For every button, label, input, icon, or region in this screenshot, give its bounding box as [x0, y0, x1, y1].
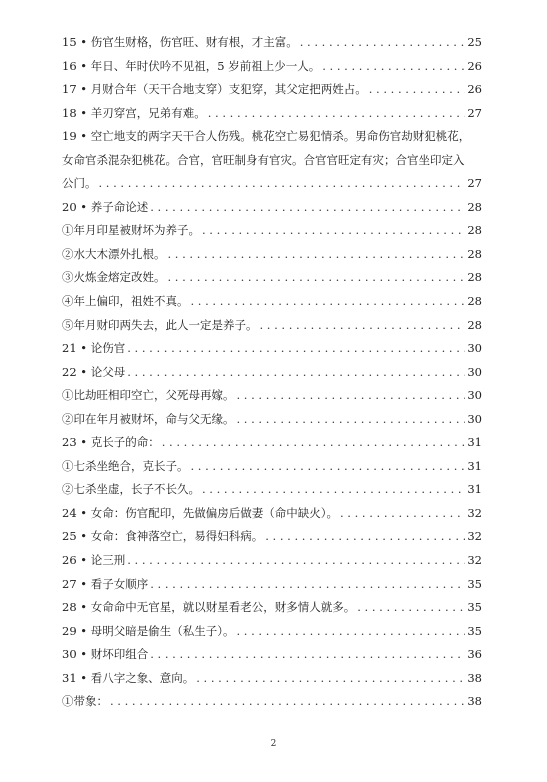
toc-entry-row	[62, 196, 482, 220]
dot-leader	[237, 384, 466, 408]
toc-entry[interactable]	[62, 196, 482, 220]
dot-leader	[369, 78, 466, 102]
toc-entry-row	[62, 337, 482, 361]
toc-entry-title: ⑤年月财印两失去，此人一定是养子。	[62, 317, 258, 332]
toc-entry-row	[62, 408, 482, 432]
toc-entry-page: 28	[467, 199, 482, 214]
toc-entry-row	[62, 384, 482, 408]
toc-entry[interactable]	[62, 549, 482, 573]
dot-leader	[237, 408, 466, 432]
dot-leader	[265, 525, 465, 549]
toc-entry-title: 17 • 月财合年（天干合地支穿）支犯穿，其父定把两姓占。	[62, 82, 367, 97]
toc-entry[interactable]	[62, 219, 482, 243]
toc-entry[interactable]	[62, 431, 482, 455]
toc-entry-row	[62, 502, 482, 526]
toc-entry-title: 公门。	[62, 176, 97, 191]
toc-entry-row	[62, 596, 482, 620]
toc-entry[interactable]	[62, 125, 482, 196]
dot-leader	[168, 266, 466, 290]
toc-entry-row	[62, 431, 482, 455]
table-of-contents	[62, 31, 482, 714]
toc-entry-row	[62, 78, 482, 102]
toc-entry-row	[62, 455, 482, 479]
toc-entry-row	[62, 314, 482, 338]
dot-leader	[196, 667, 465, 691]
toc-entry-line: 女命官杀混杂犯桃花。合官，官旺制身有官灾。合官官旺定有灾；合官坐印定入	[62, 152, 465, 167]
toc-entry-title: 30 • 财坏印组合	[62, 647, 149, 662]
toc-entry-title: 20 • 养子命论述	[62, 199, 149, 214]
toc-entry[interactable]	[62, 31, 482, 55]
toc-entry-title: ②水大木漂外扎根。	[62, 246, 166, 261]
toc-entry[interactable]	[62, 314, 482, 338]
dot-leader	[260, 314, 466, 338]
dot-leader	[110, 690, 465, 714]
toc-entry[interactable]	[62, 478, 482, 502]
toc-entry-row	[62, 573, 482, 597]
toc-entry-title: 21 • 论伤官	[62, 341, 126, 356]
dot-leader	[127, 337, 465, 361]
toc-entry-title: 15 • 伤官生财格，伤官旺、财有根，才主富。	[62, 35, 298, 49]
toc-entry-page: 31	[467, 458, 482, 473]
toc-entry[interactable]	[62, 408, 482, 432]
toc-entry-page: 26	[467, 58, 482, 73]
dot-leader	[150, 643, 465, 667]
toc-entry-page: 30	[467, 364, 482, 379]
toc-entry-page: 26	[467, 82, 482, 97]
toc-entry-page: 32	[467, 553, 482, 568]
dot-leader	[322, 55, 465, 79]
toc-entry-page: 35	[467, 576, 482, 591]
toc-entry-row	[62, 219, 482, 243]
toc-entry-page: 31	[467, 435, 482, 450]
toc-entry-title: 28 • 女命命中无官星，就以财星看老公，财多情人就多。	[62, 600, 356, 615]
toc-entry-page: 28	[467, 246, 482, 261]
toc-entry-page: 32	[467, 505, 482, 520]
toc-entry-row	[62, 620, 482, 644]
toc-entry[interactable]	[62, 384, 482, 408]
dot-leader	[150, 196, 465, 220]
toc-entry-title: ②印在年月被财坏，命与父无缘。	[62, 411, 235, 426]
toc-entry[interactable]	[62, 690, 482, 714]
dot-leader	[236, 620, 465, 644]
toc-entry[interactable]	[62, 290, 482, 314]
dot-leader	[191, 290, 466, 314]
dot-leader	[202, 219, 465, 243]
toc-entry[interactable]	[62, 55, 482, 79]
toc-entry[interactable]	[62, 502, 482, 526]
toc-entry-row	[62, 31, 482, 55]
dot-leader	[168, 243, 466, 267]
toc-entry-page: 28	[467, 270, 482, 285]
dot-leader	[150, 573, 465, 597]
toc-entry[interactable]	[62, 361, 482, 385]
toc-entry-page: 27	[467, 105, 482, 120]
toc-entry-page: 38	[467, 670, 482, 685]
toc-entry-row	[62, 361, 482, 385]
toc-entry-row	[62, 690, 482, 714]
toc-entry-row	[62, 266, 482, 290]
toc-entry-row	[62, 667, 482, 691]
toc-entry-page: 35	[467, 600, 482, 615]
toc-entry-title: 27 • 看子女顺序	[62, 576, 149, 591]
toc-entry-page: 27	[467, 176, 482, 191]
toc-entry-row	[62, 478, 482, 502]
toc-entry[interactable]	[62, 102, 482, 126]
toc-entry-title: 24 • 女命：伤官配印，先做偏房后做妻（命中缺火）。	[62, 505, 338, 520]
toc-entry-row	[62, 290, 482, 314]
toc-entry-page: 36	[467, 647, 482, 662]
toc-entry-page: 38	[467, 694, 482, 709]
toc-entry-page: 31	[467, 482, 482, 497]
toc-entry-row	[62, 55, 482, 79]
toc-entry[interactable]	[62, 667, 482, 691]
toc-entry-title: ①带象：	[62, 694, 108, 709]
toc-entry-title: 23 • 克长子的命：	[62, 435, 160, 450]
toc-entry[interactable]	[62, 455, 482, 479]
toc-entry[interactable]	[62, 525, 482, 549]
toc-entry[interactable]	[62, 266, 482, 290]
toc-entry-page: 28	[467, 294, 482, 309]
toc-entry-row	[62, 525, 482, 549]
toc-entry-row	[62, 243, 482, 267]
dot-leader	[127, 549, 465, 573]
dot-leader	[99, 172, 466, 196]
toc-entry-title: 29 • 母明父暗是偷生（私生子）。	[62, 623, 235, 638]
toc-entry[interactable]	[62, 337, 482, 361]
dot-leader	[191, 455, 466, 479]
toc-entry-title: 31 • 看八字之象、意向。	[62, 670, 195, 685]
dot-leader	[357, 596, 465, 620]
toc-entry-title: ①年月印星被财坏为养子。	[62, 223, 200, 238]
toc-entry-row	[62, 643, 482, 667]
toc-entry-page: 30	[467, 411, 482, 426]
toc-entry-page: 28	[467, 317, 482, 332]
dot-leader	[127, 361, 465, 385]
toc-entry-row	[62, 172, 482, 196]
toc-entry-title: ④年上偏印，祖姓不真。	[62, 294, 189, 309]
toc-entry-page: 35	[467, 623, 482, 638]
toc-entry-title: 25 • 女命：食神落空亡，易得妇科病。	[62, 529, 264, 544]
toc-entry[interactable]	[62, 643, 482, 667]
toc-entry[interactable]	[62, 573, 482, 597]
toc-entry-title: 26 • 论三刑	[62, 553, 126, 568]
toc-entry-title: 18 • 羊刃穿宫，兄弟有难。	[62, 105, 206, 120]
dot-leader	[340, 502, 465, 526]
toc-entry-line: 19 • 空亡地支的两字天干合人伤残。桃花空亡易犯情杀。男命伤官劫财犯桃花，	[62, 129, 471, 144]
toc-entry-row	[62, 549, 482, 573]
toc-entry-title: 22 • 论父母	[62, 364, 126, 379]
dot-leader	[202, 478, 465, 502]
toc-entry-title: ③火炼金熔定改姓。	[62, 270, 166, 285]
toc-entry-page: 32	[467, 529, 482, 544]
toc-entry[interactable]	[62, 78, 482, 102]
toc-entry[interactable]	[62, 596, 482, 620]
toc-entry-title: ①比劫旺相印空亡，父死母再嫁。	[62, 388, 235, 403]
toc-entry-title: 16 • 年日、年时伏吟不见祖，5 岁前祖上少一人。	[62, 58, 321, 73]
toc-entry-page: 25	[467, 35, 482, 49]
toc-entry-title: ①七杀坐绝合，克长子。	[62, 458, 189, 473]
dot-leader	[208, 102, 466, 126]
page-number: 2	[270, 739, 277, 749]
toc-entry-row	[62, 102, 482, 126]
dot-leader	[162, 431, 466, 455]
toc-entry[interactable]	[62, 243, 482, 267]
toc-entry-page: 28	[467, 223, 482, 238]
toc-entry-title: ②七杀坐虚，长子不长久。	[62, 482, 200, 497]
toc-entry-page: 30	[467, 341, 482, 356]
dot-leader	[300, 31, 466, 55]
toc-entry[interactable]	[62, 620, 482, 644]
toc-entry-page: 30	[467, 388, 482, 403]
